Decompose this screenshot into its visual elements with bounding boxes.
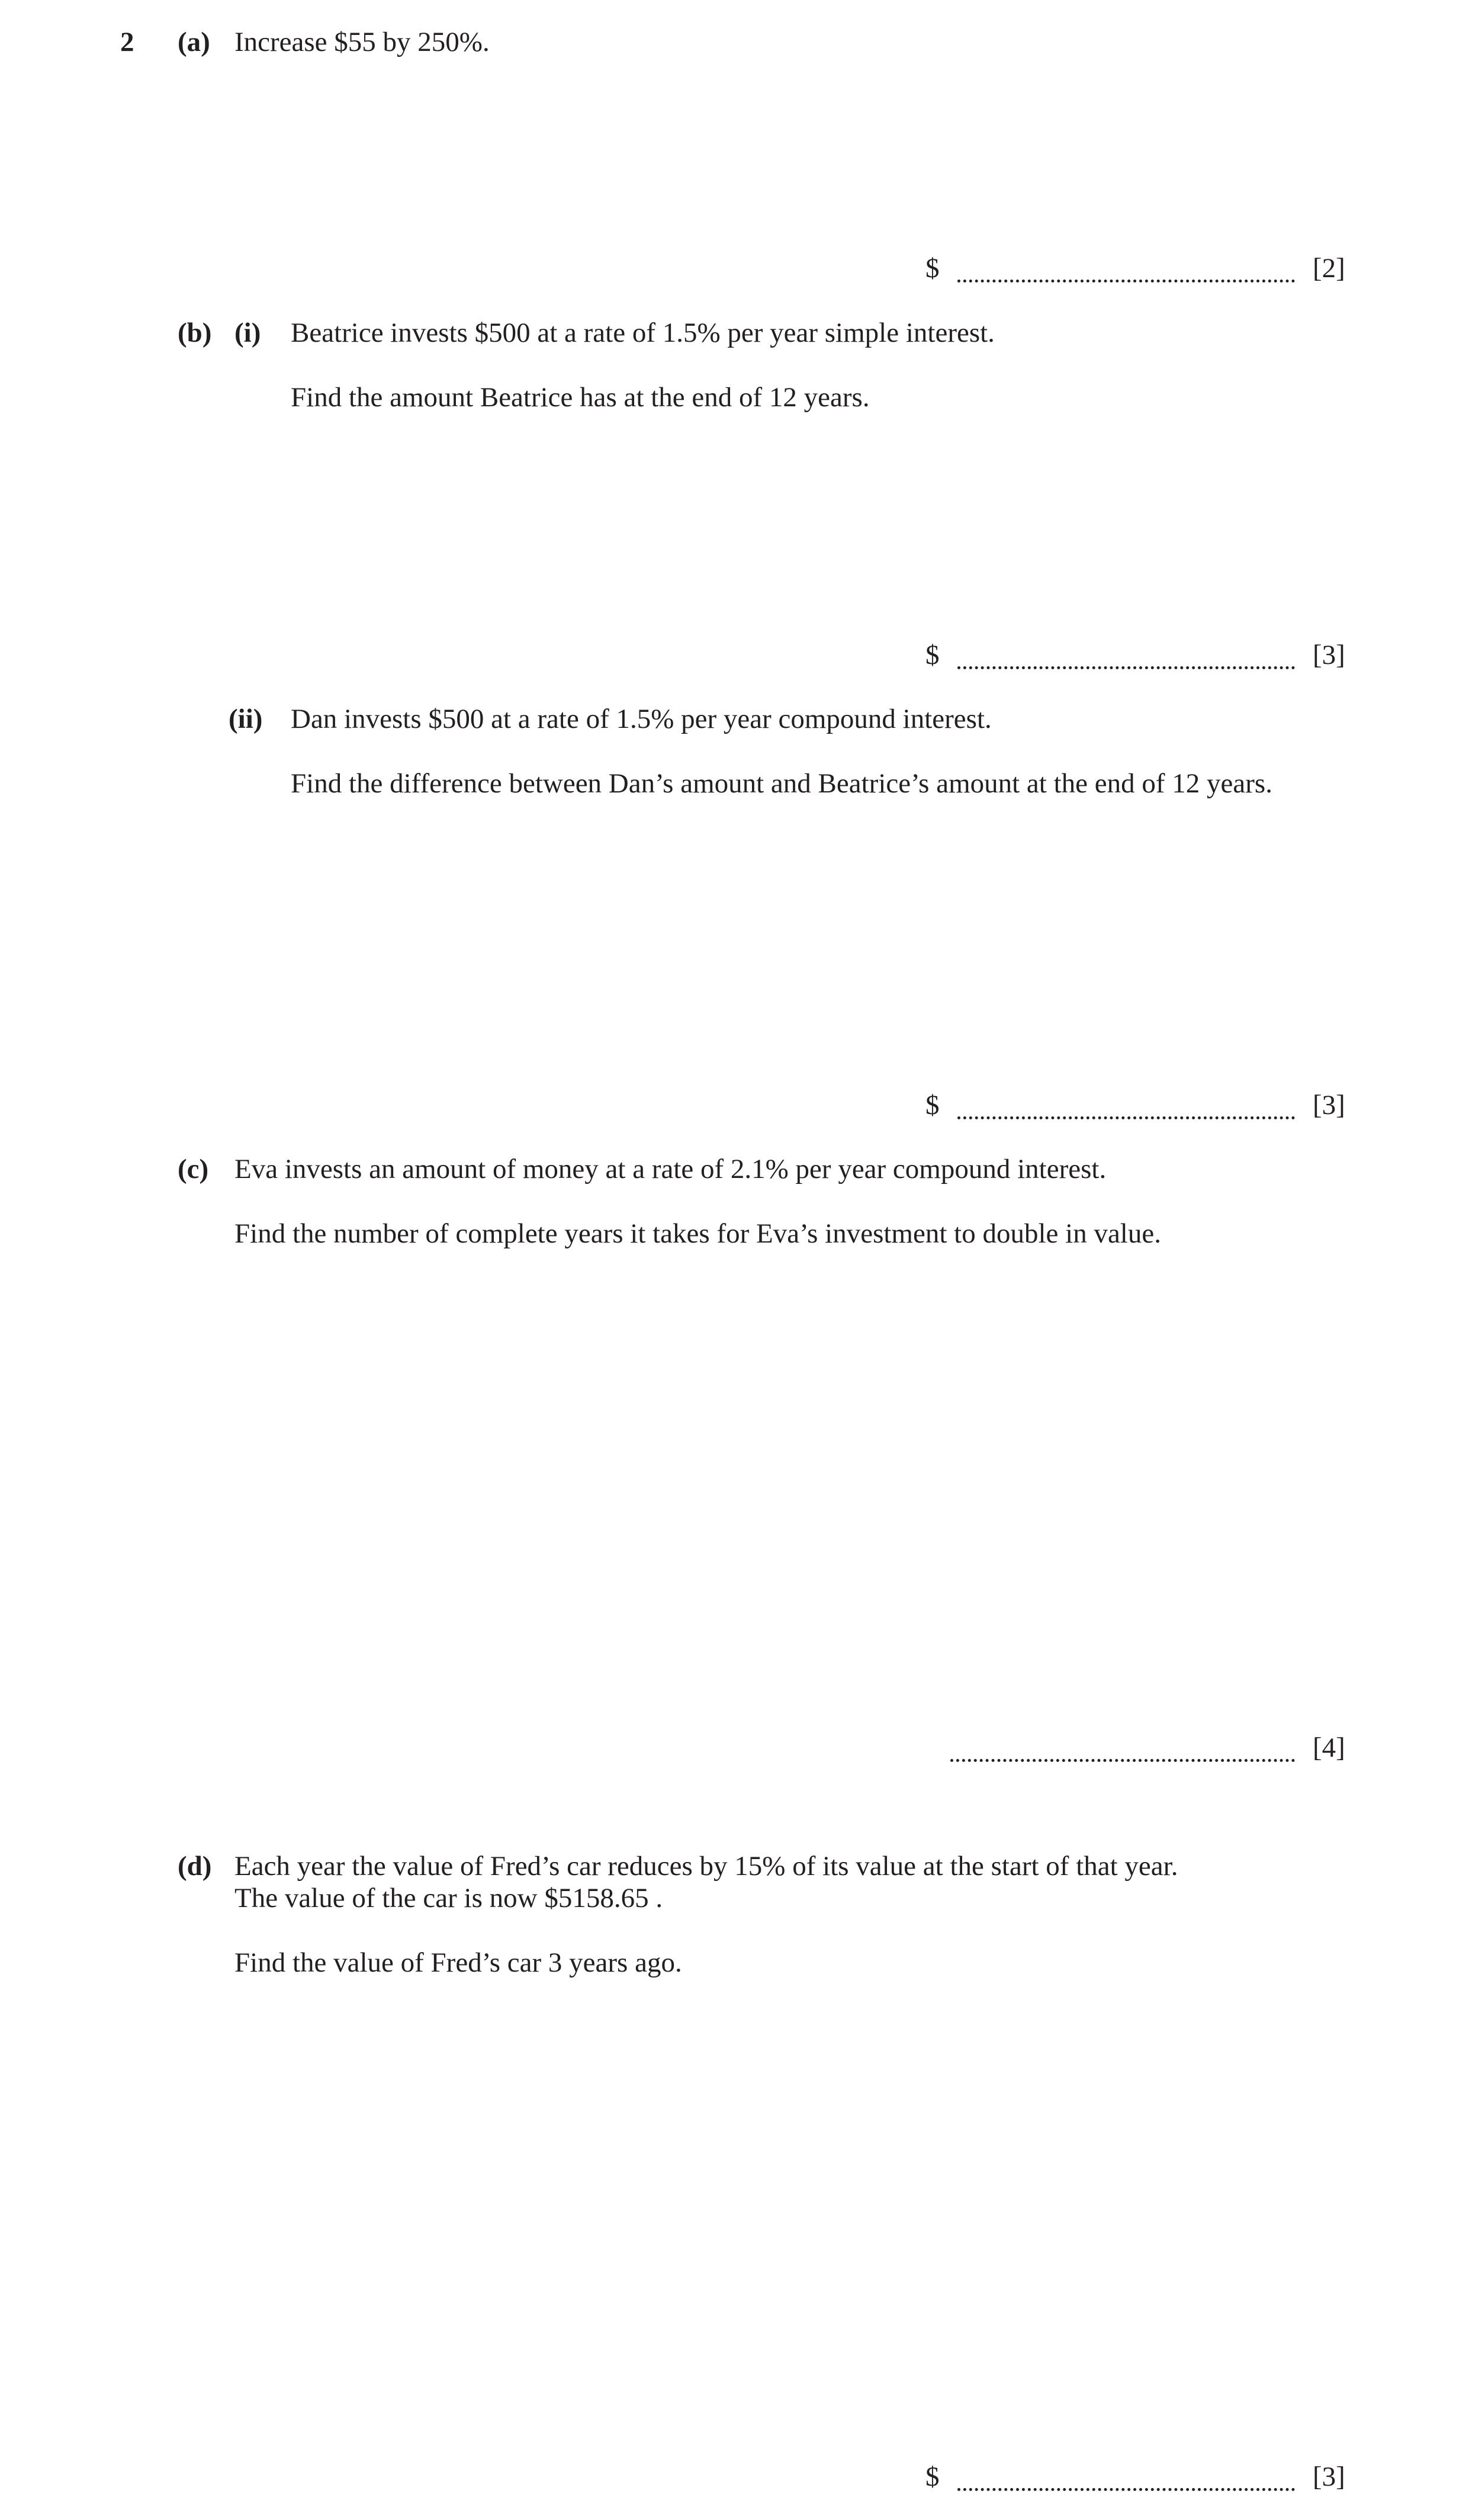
marks-label: [3] bbox=[1313, 2461, 1345, 2492]
marks-label: [3] bbox=[1313, 640, 1345, 670]
answer-dollar-sign: $ bbox=[925, 2461, 940, 2492]
part-c-line2: Find the number of complete years it takes for Eva’s investment to double in value. bbox=[234, 1218, 1161, 1249]
part-c-label: (c) bbox=[178, 1154, 209, 1184]
part-a-text: Increase $55 by 250%. bbox=[234, 27, 490, 57]
part-a-label: (a) bbox=[178, 27, 210, 57]
question-number: 2 bbox=[120, 27, 134, 57]
part-d-answer-line[interactable] bbox=[925, 2463, 1352, 2499]
part-b-i-line1: Beatrice invests $500 at a rate of 1.5% per year simple interest. bbox=[291, 317, 995, 348]
answer-dollar-sign: $ bbox=[925, 253, 940, 284]
part-b-i-label: (i) bbox=[234, 317, 261, 348]
answer-dollar-sign: $ bbox=[925, 640, 940, 670]
part-b-ii-line1: Dan invests $500 at a rate of 1.5% per year compound interest. bbox=[291, 704, 992, 734]
part-b-i-line2: Find the amount Beatrice has at the end of 12 years. bbox=[291, 382, 870, 413]
marks-label: [3] bbox=[1313, 1090, 1345, 1121]
answer-dollar-sign: $ bbox=[925, 1090, 940, 1121]
answer-dotted-line bbox=[957, 1116, 1295, 1119]
part-b-i-answer-line[interactable] bbox=[925, 641, 1352, 677]
answer-dotted-line bbox=[957, 666, 1295, 669]
part-b-ii-line2: Find the difference between Dan’s amount and Beatrice’s amount at the end of 12 years. bbox=[291, 768, 1272, 799]
part-d-line1: Each year the value of Fred’s car reduces by 15% of its value at the start of that year. bbox=[234, 1851, 1178, 1882]
part-d-line3: Find the value of Fred’s car 3 years ago. bbox=[234, 1947, 682, 1978]
part-c-answer-line[interactable] bbox=[925, 1734, 1352, 1770]
part-a-answer-line[interactable] bbox=[925, 255, 1352, 290]
answer-dotted-line bbox=[957, 2488, 1295, 2491]
marks-label: [4] bbox=[1313, 1732, 1345, 1763]
answer-dotted-line bbox=[957, 280, 1295, 283]
answer-dotted-line bbox=[950, 1759, 1295, 1762]
marks-label: [2] bbox=[1313, 253, 1345, 284]
part-b-ii-label: (ii) bbox=[229, 704, 263, 734]
part-b-label: (b) bbox=[178, 317, 212, 348]
part-c-line1: Eva invests an amount of money at a rate of 2.1% per year compound interest. bbox=[234, 1154, 1107, 1184]
part-d-line2: The value of the car is now $5158.65 . bbox=[234, 1883, 663, 1914]
part-b-ii-answer-line[interactable] bbox=[925, 1092, 1352, 1127]
part-d-label: (d) bbox=[178, 1851, 212, 1882]
